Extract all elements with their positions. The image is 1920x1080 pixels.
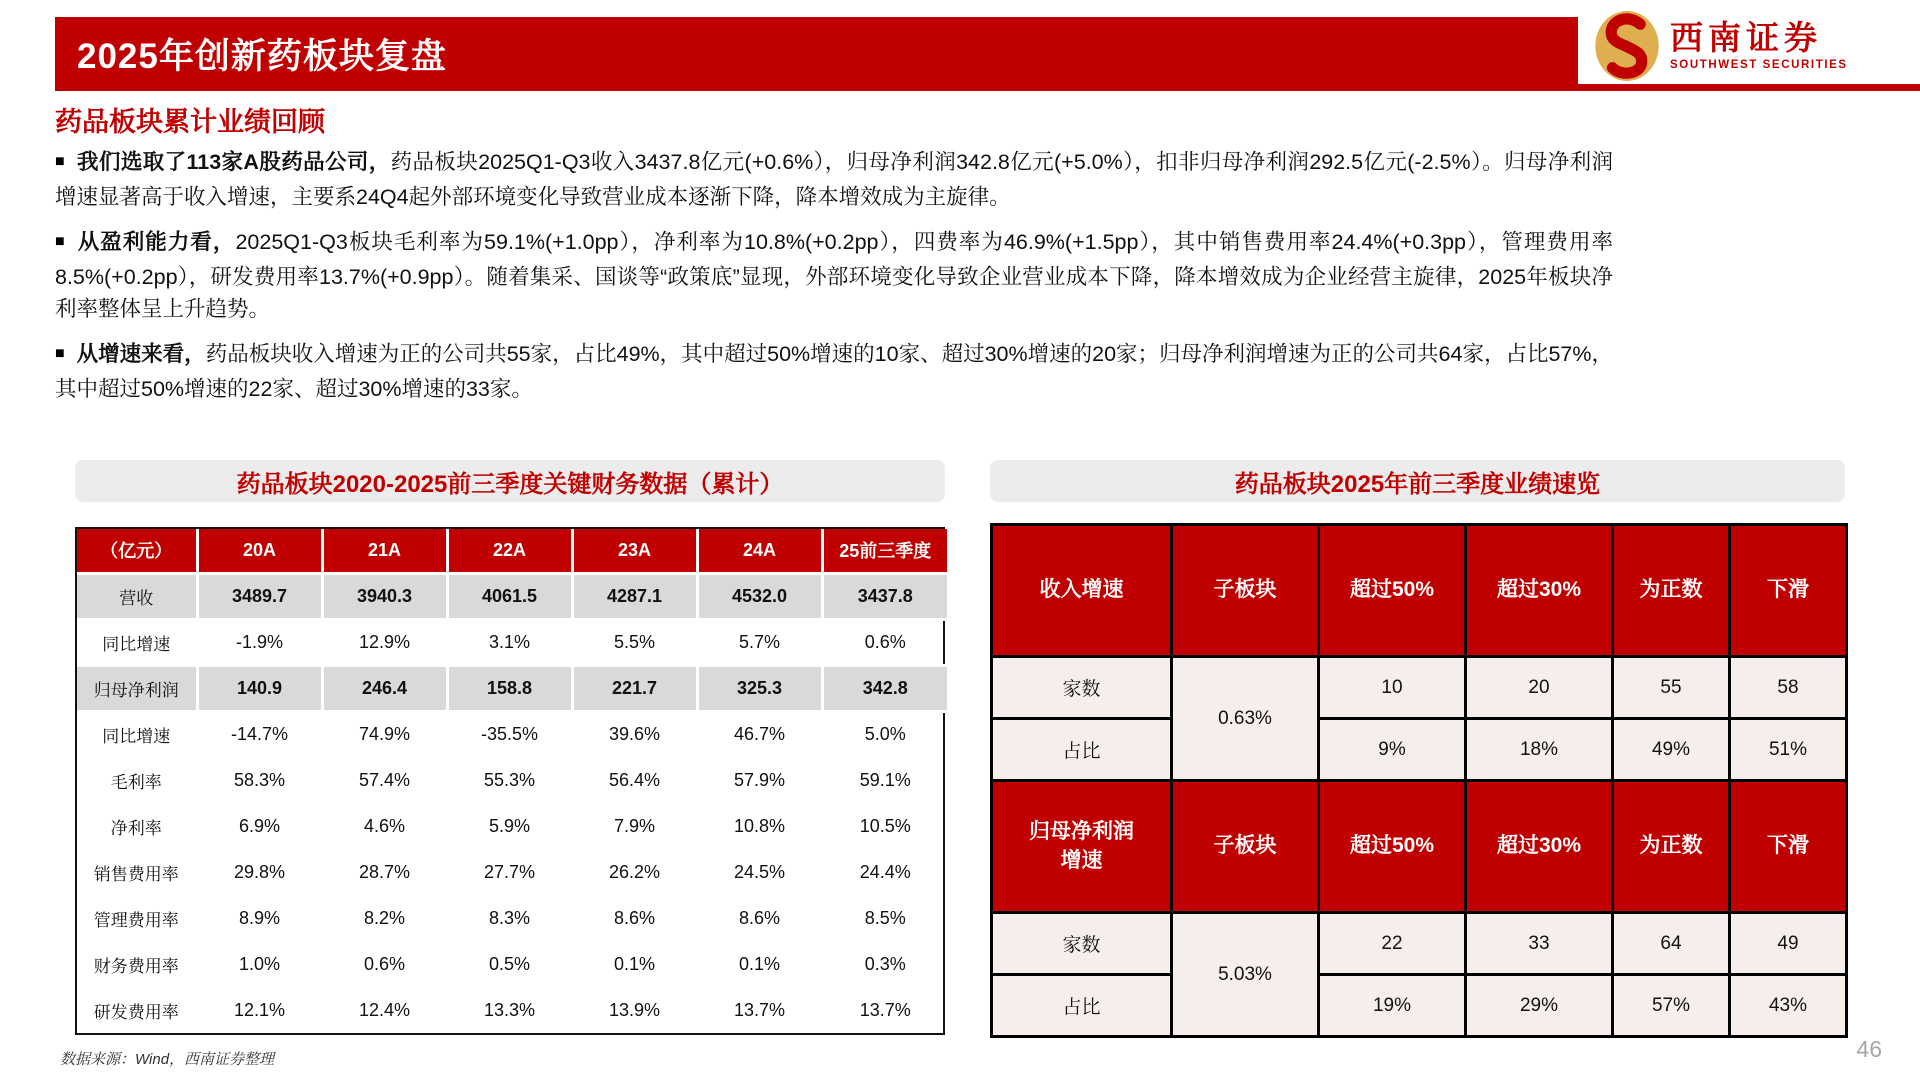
cell-value: 27.7% <box>447 849 572 895</box>
table-row <box>77 803 947 849</box>
cell-value: 13.7% <box>697 987 822 1033</box>
cell-value: 0.1% <box>697 941 822 987</box>
cell-value: 0.6% <box>822 619 947 665</box>
section-column-header: 超过30% <box>1466 525 1613 657</box>
section-column-header: 为正数 <box>1613 525 1730 657</box>
bullet-text: 药品板块收入增速为正的公司共55家，占比49%，其中超过50%增速的10家、超过30%增速的20家；归母净利润增速为正的公司共64家，占比57%，其中超过50%增速的22家、超过30%增速的33家。 <box>55 342 1613 401</box>
cell-value: 10 <box>1319 657 1466 719</box>
row-label: 归母净利润 <box>77 665 197 711</box>
column-header: 23A <box>572 529 697 573</box>
section-column-header: 超过30% <box>1466 781 1613 913</box>
cell-value: 0.6% <box>322 941 447 987</box>
row-label: 财务费用率 <box>93 956 179 976</box>
cell-value: 8.6% <box>697 895 822 941</box>
table-row <box>77 895 947 941</box>
cell-value: 8.6% <box>572 895 697 941</box>
table-row <box>77 757 947 803</box>
logo-name: 西南证券 <box>1670 20 1822 57</box>
southwest-securities-logo-icon <box>1594 9 1660 83</box>
column-header: 25前三季度 <box>822 529 947 573</box>
cell-value: 58.3% <box>197 757 322 803</box>
row-label: 净利率 <box>110 818 162 838</box>
section-column-header: 收入增速 <box>992 525 1172 657</box>
cell-value: 33 <box>1466 913 1613 975</box>
cell-value: 3489.7 <box>197 573 322 619</box>
cell-value: 3940.3 <box>322 573 447 619</box>
cell-value: 56.4% <box>572 757 697 803</box>
cell-value: 12.1% <box>197 987 322 1033</box>
cell-value: 325.3 <box>697 665 822 711</box>
logo-subtitle: SOUTHWEST SECURITIES <box>1670 59 1848 72</box>
cell-value: 221.7 <box>572 665 697 711</box>
summary-table <box>990 523 1848 1038</box>
row-label: 家数 <box>992 657 1172 719</box>
cell-value: 4287.1 <box>572 573 697 619</box>
section-header-row <box>992 781 1847 913</box>
cell-value: 49% <box>1613 719 1730 781</box>
cell-value: 55.3% <box>447 757 572 803</box>
table-row <box>992 657 1847 719</box>
row-label: 毛利率 <box>110 772 162 792</box>
table-row <box>992 913 1847 975</box>
cell-value: 26.2% <box>572 849 697 895</box>
cell-value: 246.4 <box>322 665 447 711</box>
cell-value: 22 <box>1319 913 1466 975</box>
right-table-title: 药品板块2025年前三季度业绩速览 <box>990 460 1845 502</box>
bullet-lead: 从盈利能力看， <box>76 230 236 254</box>
section-header-row <box>992 525 1847 657</box>
cell-value: 8.9% <box>197 895 322 941</box>
page-title: 2025年创新药板块复盘 <box>77 37 447 76</box>
cell-value: 5.7% <box>697 619 822 665</box>
financial-table <box>77 529 947 1033</box>
section-column-header: 超过50% <box>1319 781 1466 913</box>
cell-value: 64 <box>1613 913 1730 975</box>
cell-value: 10.8% <box>697 803 822 849</box>
bullet-item <box>55 226 1613 325</box>
row-label: 管理费用率 <box>93 910 179 930</box>
column-header: （亿元） <box>77 529 197 573</box>
section-column-header: 下滑 <box>1730 525 1847 657</box>
section-column-header: 归母净利润 增速 <box>992 781 1172 913</box>
cell-value: -1.9% <box>197 619 322 665</box>
column-header: 21A <box>322 529 447 573</box>
row-label: 占比 <box>992 719 1172 781</box>
cell-value: 5.9% <box>447 803 572 849</box>
section-column-header: 超过50% <box>1319 525 1466 657</box>
row-label: 家数 <box>992 913 1172 975</box>
cell-value: 57.4% <box>322 757 447 803</box>
table-row <box>77 849 947 895</box>
row-label: 研发费用率 <box>93 1002 179 1022</box>
table-row <box>77 987 947 1033</box>
merged-value-cell: 0.63% <box>1172 657 1319 781</box>
cell-value: 3.1% <box>447 619 572 665</box>
cell-value: 0.1% <box>572 941 697 987</box>
cell-value: 18% <box>1466 719 1613 781</box>
merged-value-cell: 5.03% <box>1172 913 1319 1037</box>
table-row <box>992 975 1847 1037</box>
cell-value: 342.8 <box>822 665 947 711</box>
table-row <box>77 619 947 665</box>
cell-value: 29.8% <box>197 849 322 895</box>
cell-value: 51% <box>1730 719 1847 781</box>
cell-value: 7.9% <box>572 803 697 849</box>
cell-value: 49 <box>1730 913 1847 975</box>
cell-value: 4061.5 <box>447 573 572 619</box>
table-row <box>992 719 1847 781</box>
bullet-text: 2025Q1-Q3板块毛利率为59.1%(+1.0pp），净利率为10.8%(+0.2pp），四费率为46.9%(+1.5pp），其中销售费用率24.4%(+0.3pp），管理费用率8.5%(+0.2pp），研发费用率13.7%(+0.9pp）。随着集采、国谈等“政策底”显现，外部环境变化导致企业营业成本下降，降本增效成为企业经营主旋律，2025年板块净利率整体呈上升趋势。 <box>55 230 1613 321</box>
cell-value: 46.7% <box>697 711 822 757</box>
header-bar <box>55 17 1578 91</box>
cell-value: 57.9% <box>697 757 822 803</box>
cell-value: 19% <box>1319 975 1466 1037</box>
bullet-square-icon: ■ <box>55 153 65 170</box>
cell-value: 13.7% <box>822 987 947 1033</box>
cell-value: 6.9% <box>197 803 322 849</box>
table-row <box>77 665 947 711</box>
cell-value: 39.6% <box>572 711 697 757</box>
section-column-header: 子板块 <box>1172 781 1319 913</box>
cell-value: 3437.8 <box>822 573 947 619</box>
table-row <box>77 573 947 619</box>
cell-value: 12.4% <box>322 987 447 1033</box>
cell-value: 12.9% <box>322 619 447 665</box>
cell-value: -35.5% <box>447 711 572 757</box>
cell-value: 140.9 <box>197 665 322 711</box>
cell-value: 58 <box>1730 657 1847 719</box>
cell-value: 57% <box>1613 975 1730 1037</box>
data-source-note: 数据来源：Wind，西南证券整理 <box>60 1051 275 1068</box>
cell-value: 8.2% <box>322 895 447 941</box>
cell-value: 5.5% <box>572 619 697 665</box>
cell-value: 74.9% <box>322 711 447 757</box>
header-accent-strip <box>1578 84 1920 91</box>
cell-value: 4532.0 <box>697 573 822 619</box>
cell-value: 0.3% <box>822 941 947 987</box>
cell-value: 4.6% <box>322 803 447 849</box>
column-header: 22A <box>447 529 572 573</box>
summary-table-wrapper <box>990 523 1845 1038</box>
row-label: 占比 <box>992 975 1172 1037</box>
table-row <box>77 941 947 987</box>
cell-value: 0.5% <box>447 941 572 987</box>
cell-value: 10.5% <box>822 803 947 849</box>
bullet-lead: 我们选取了113家A股药品公司， <box>76 150 391 174</box>
bullet-square-icon: ■ <box>55 345 65 362</box>
bullet-list <box>55 146 1613 418</box>
section-column-header: 子板块 <box>1172 525 1319 657</box>
cell-value: 1.0% <box>197 941 322 987</box>
row-label: 同比增速 <box>102 727 171 747</box>
cell-value: 20 <box>1466 657 1613 719</box>
cell-value: 8.5% <box>822 895 947 941</box>
bullet-item <box>55 338 1613 405</box>
cell-value: 5.0% <box>822 711 947 757</box>
column-header: 20A <box>197 529 322 573</box>
bullet-text: 药品板块2025Q1-Q3收入3437.8亿元(+0.6%），归母净利润342.8亿元(+5.0%），扣非归母净利润292.5亿元(-2.5%）。归母净利润增速显著高于收入增速，主要系24Q4起外部环境变化导致营业成本逐渐下降，降本增效成为主旋律。 <box>55 150 1614 209</box>
cell-value: 55 <box>1613 657 1730 719</box>
table-header-row <box>77 529 947 573</box>
bullet-lead: 从增速来看， <box>76 342 206 366</box>
section-heading: 药品板块累计业绩回顾 <box>55 107 325 137</box>
row-label: 同比增速 <box>102 634 171 654</box>
left-table-title: 药品板块2020-2025前三季度关键财务数据（累计） <box>75 460 945 502</box>
cell-value: 8.3% <box>447 895 572 941</box>
cell-value: 24.5% <box>697 849 822 895</box>
table-row <box>77 711 947 757</box>
cell-value: 29% <box>1466 975 1613 1037</box>
cell-value: -14.7% <box>197 711 322 757</box>
cell-value: 13.3% <box>447 987 572 1033</box>
cell-value: 43% <box>1730 975 1847 1037</box>
financial-table-wrapper <box>75 527 945 1035</box>
row-label: 营收 <box>77 573 197 619</box>
row-label: 销售费用率 <box>93 864 179 884</box>
cell-value: 158.8 <box>447 665 572 711</box>
section-column-header: 为正数 <box>1613 781 1730 913</box>
page-number: 46 <box>1856 1036 1882 1062</box>
section-column-header: 下滑 <box>1730 781 1847 913</box>
cell-value: 59.1% <box>822 757 947 803</box>
bullet-item <box>55 146 1613 213</box>
cell-value: 13.9% <box>572 987 697 1033</box>
cell-value: 24.4% <box>822 849 947 895</box>
bullet-square-icon: ■ <box>55 233 65 250</box>
cell-value: 28.7% <box>322 849 447 895</box>
cell-value: 9% <box>1319 719 1466 781</box>
column-header: 24A <box>697 529 822 573</box>
logo-text-block <box>1670 21 1848 71</box>
company-logo <box>1594 8 1848 84</box>
